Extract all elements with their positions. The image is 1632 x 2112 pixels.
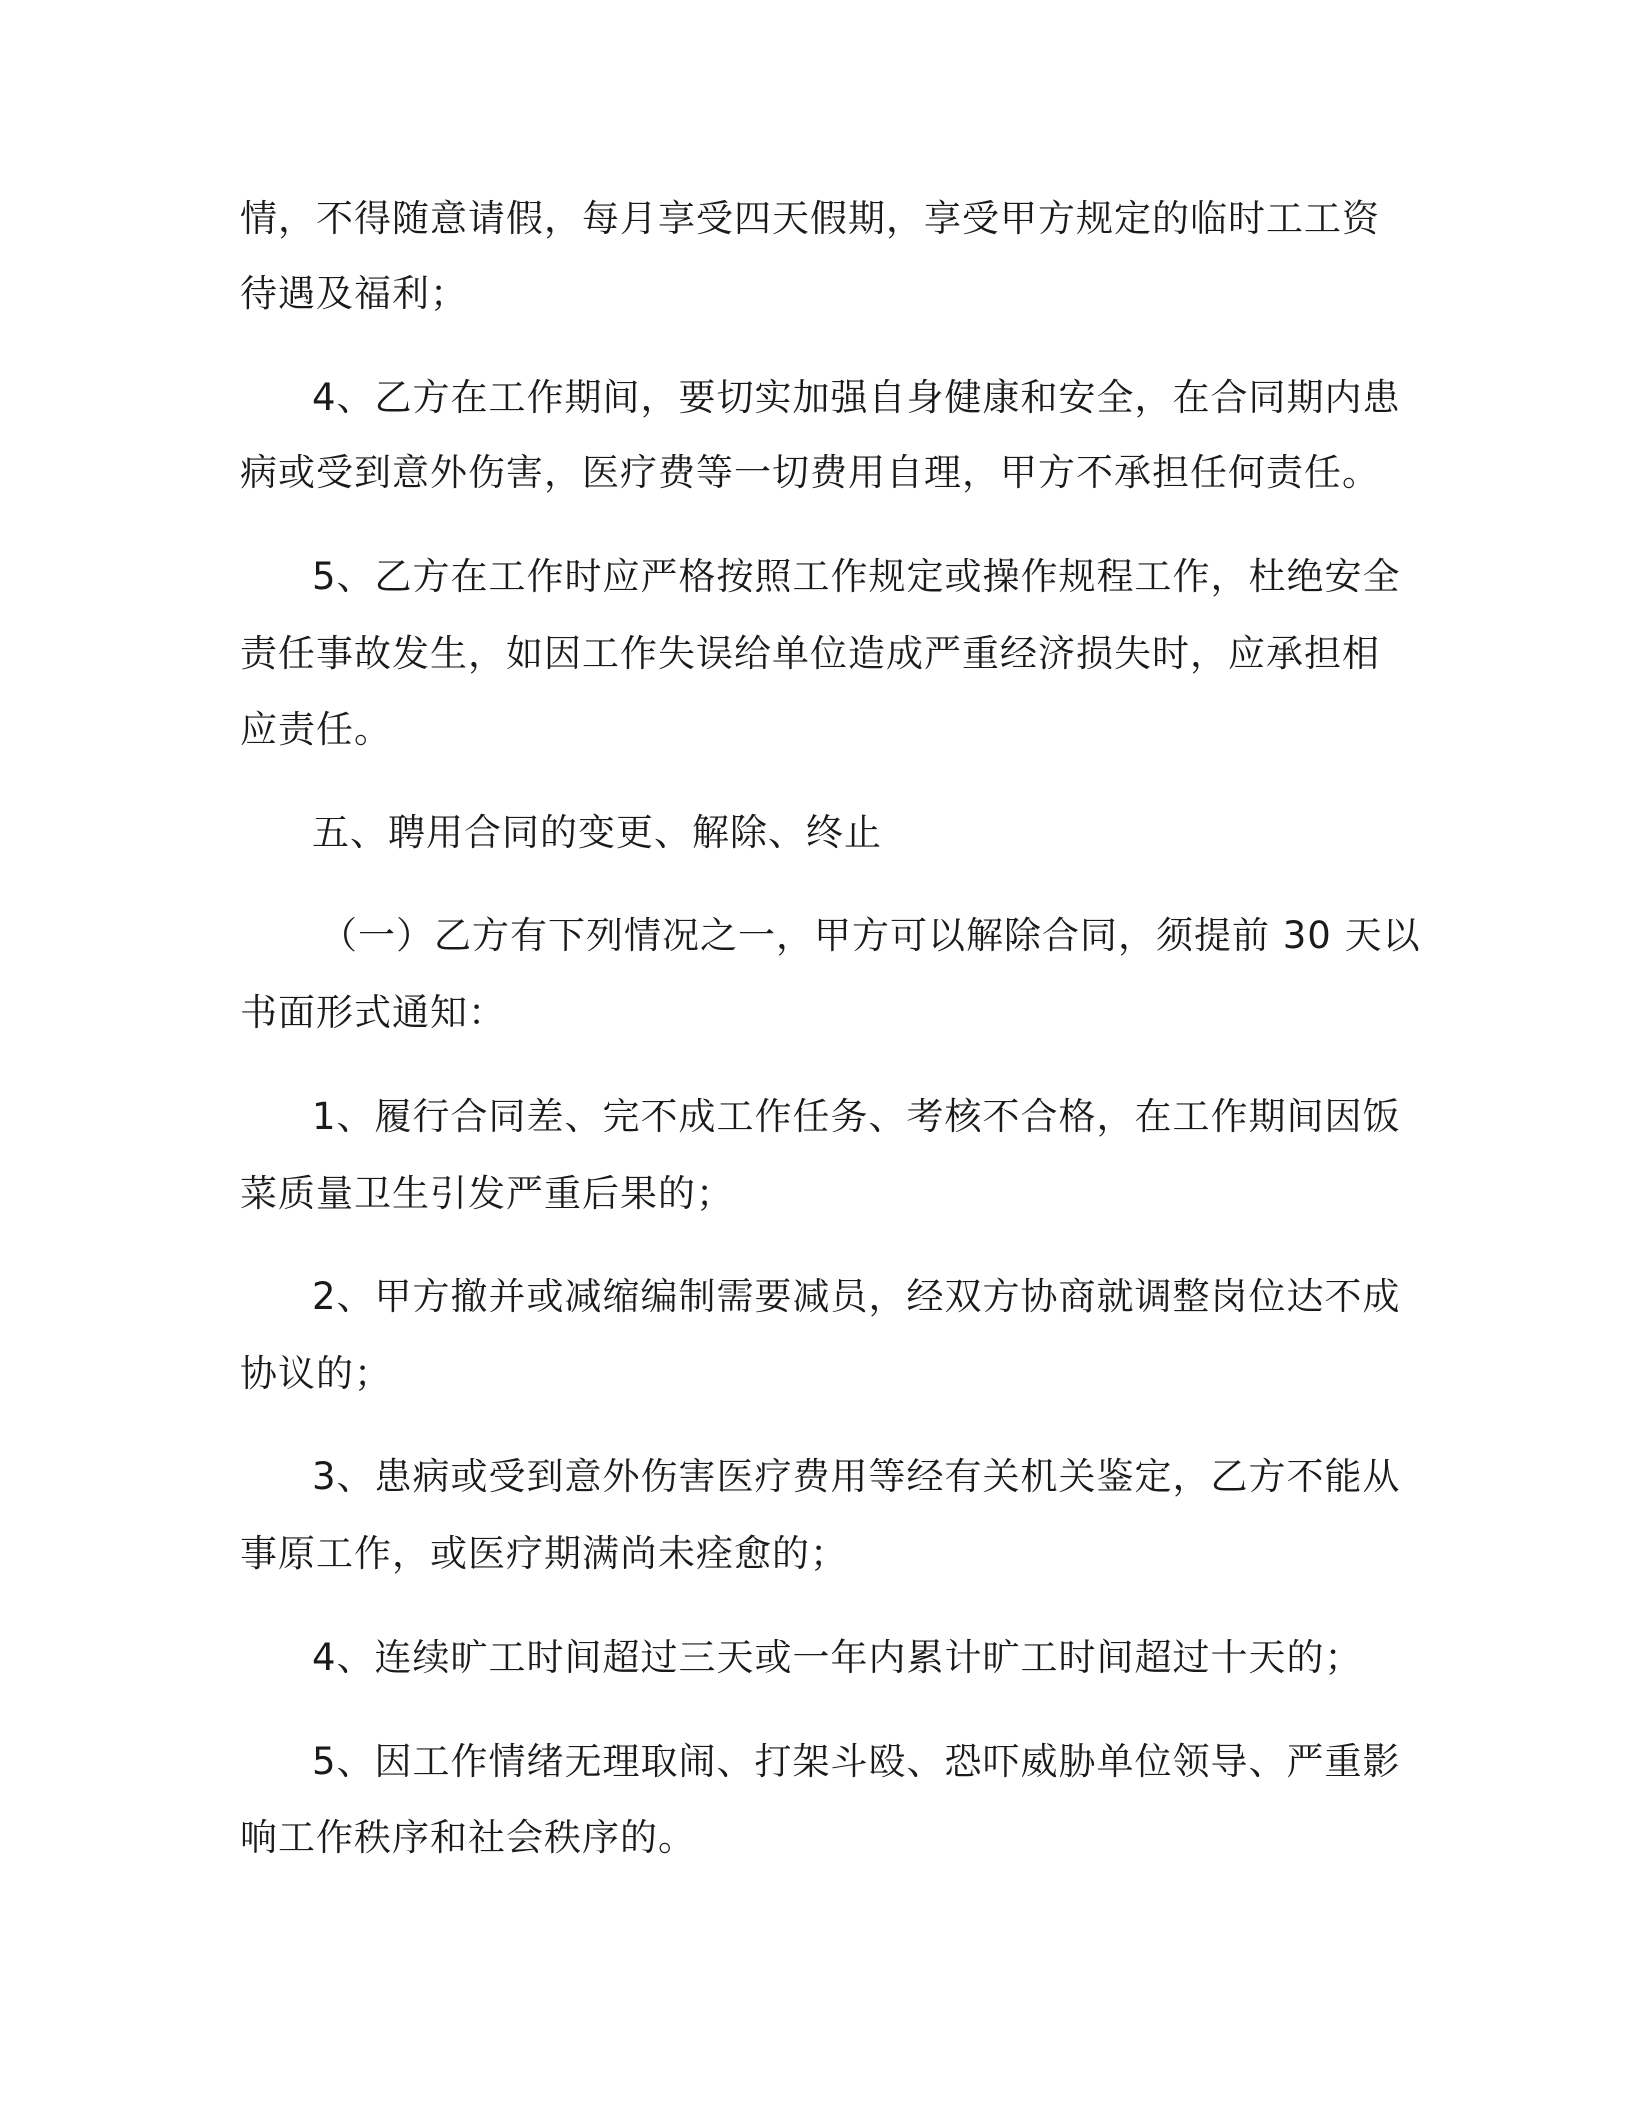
paragraph-line: 事原工作，或医疗期满尚未痊愈的； [240,1532,848,1575]
paragraph-line: 情，不得随意请假，每月享受四天假期，享受甲方规定的临时工工资 [240,197,1380,240]
paragraph-line: 书面形式通知： [240,991,506,1034]
paragraph-line: 4、连续旷工时间超过三天或一年内累计旷工时间超过十天的； [312,1636,1363,1679]
paragraph-line: 协议的； [240,1352,392,1395]
paragraph-line: 责任事故发生，如因工作失误给单位造成严重经济损失时，应承担相 [240,632,1380,675]
paragraph-line: 5、乙方在工作时应严格按照工作规定或操作规程工作，杜绝安全 [312,555,1401,598]
paragraph-line: （一）乙方有下列情况之一，甲方可以解除合同，须提前 30 天以 [320,914,1421,957]
section-heading: 五、聘用合同的变更、解除、终止 [312,811,882,854]
paragraph-line: 4、乙方在工作期间，要切实加强自身健康和安全，在合同期内患 [312,376,1401,419]
paragraph-line: 响工作秩序和社会秩序的。 [240,1816,696,1859]
paragraph-line: 菜质量卫生引发严重后果的； [240,1172,734,1215]
paragraph-line: 3、患病或受到意外伤害医疗费用等经有关机关鉴定，乙方不能从 [312,1455,1401,1498]
paragraph-line: 5、因工作情绪无理取闹、打架斗殴、恐吓威胁单位领导、严重影 [312,1740,1401,1783]
paragraph-line: 应责任。 [240,708,392,751]
paragraph-line: 待遇及福利； [240,272,468,315]
paragraph-line: 1、履行合同差、完不成工作任务、考核不合格，在工作期间因饭 [312,1095,1401,1138]
paragraph-line: 2、甲方撤并或减缩编制需要减员，经双方协商就调整岗位达不成 [312,1275,1401,1318]
paragraph-line: 病或受到意外伤害，医疗费等一切费用自理，甲方不承担任何责任。 [240,451,1380,494]
